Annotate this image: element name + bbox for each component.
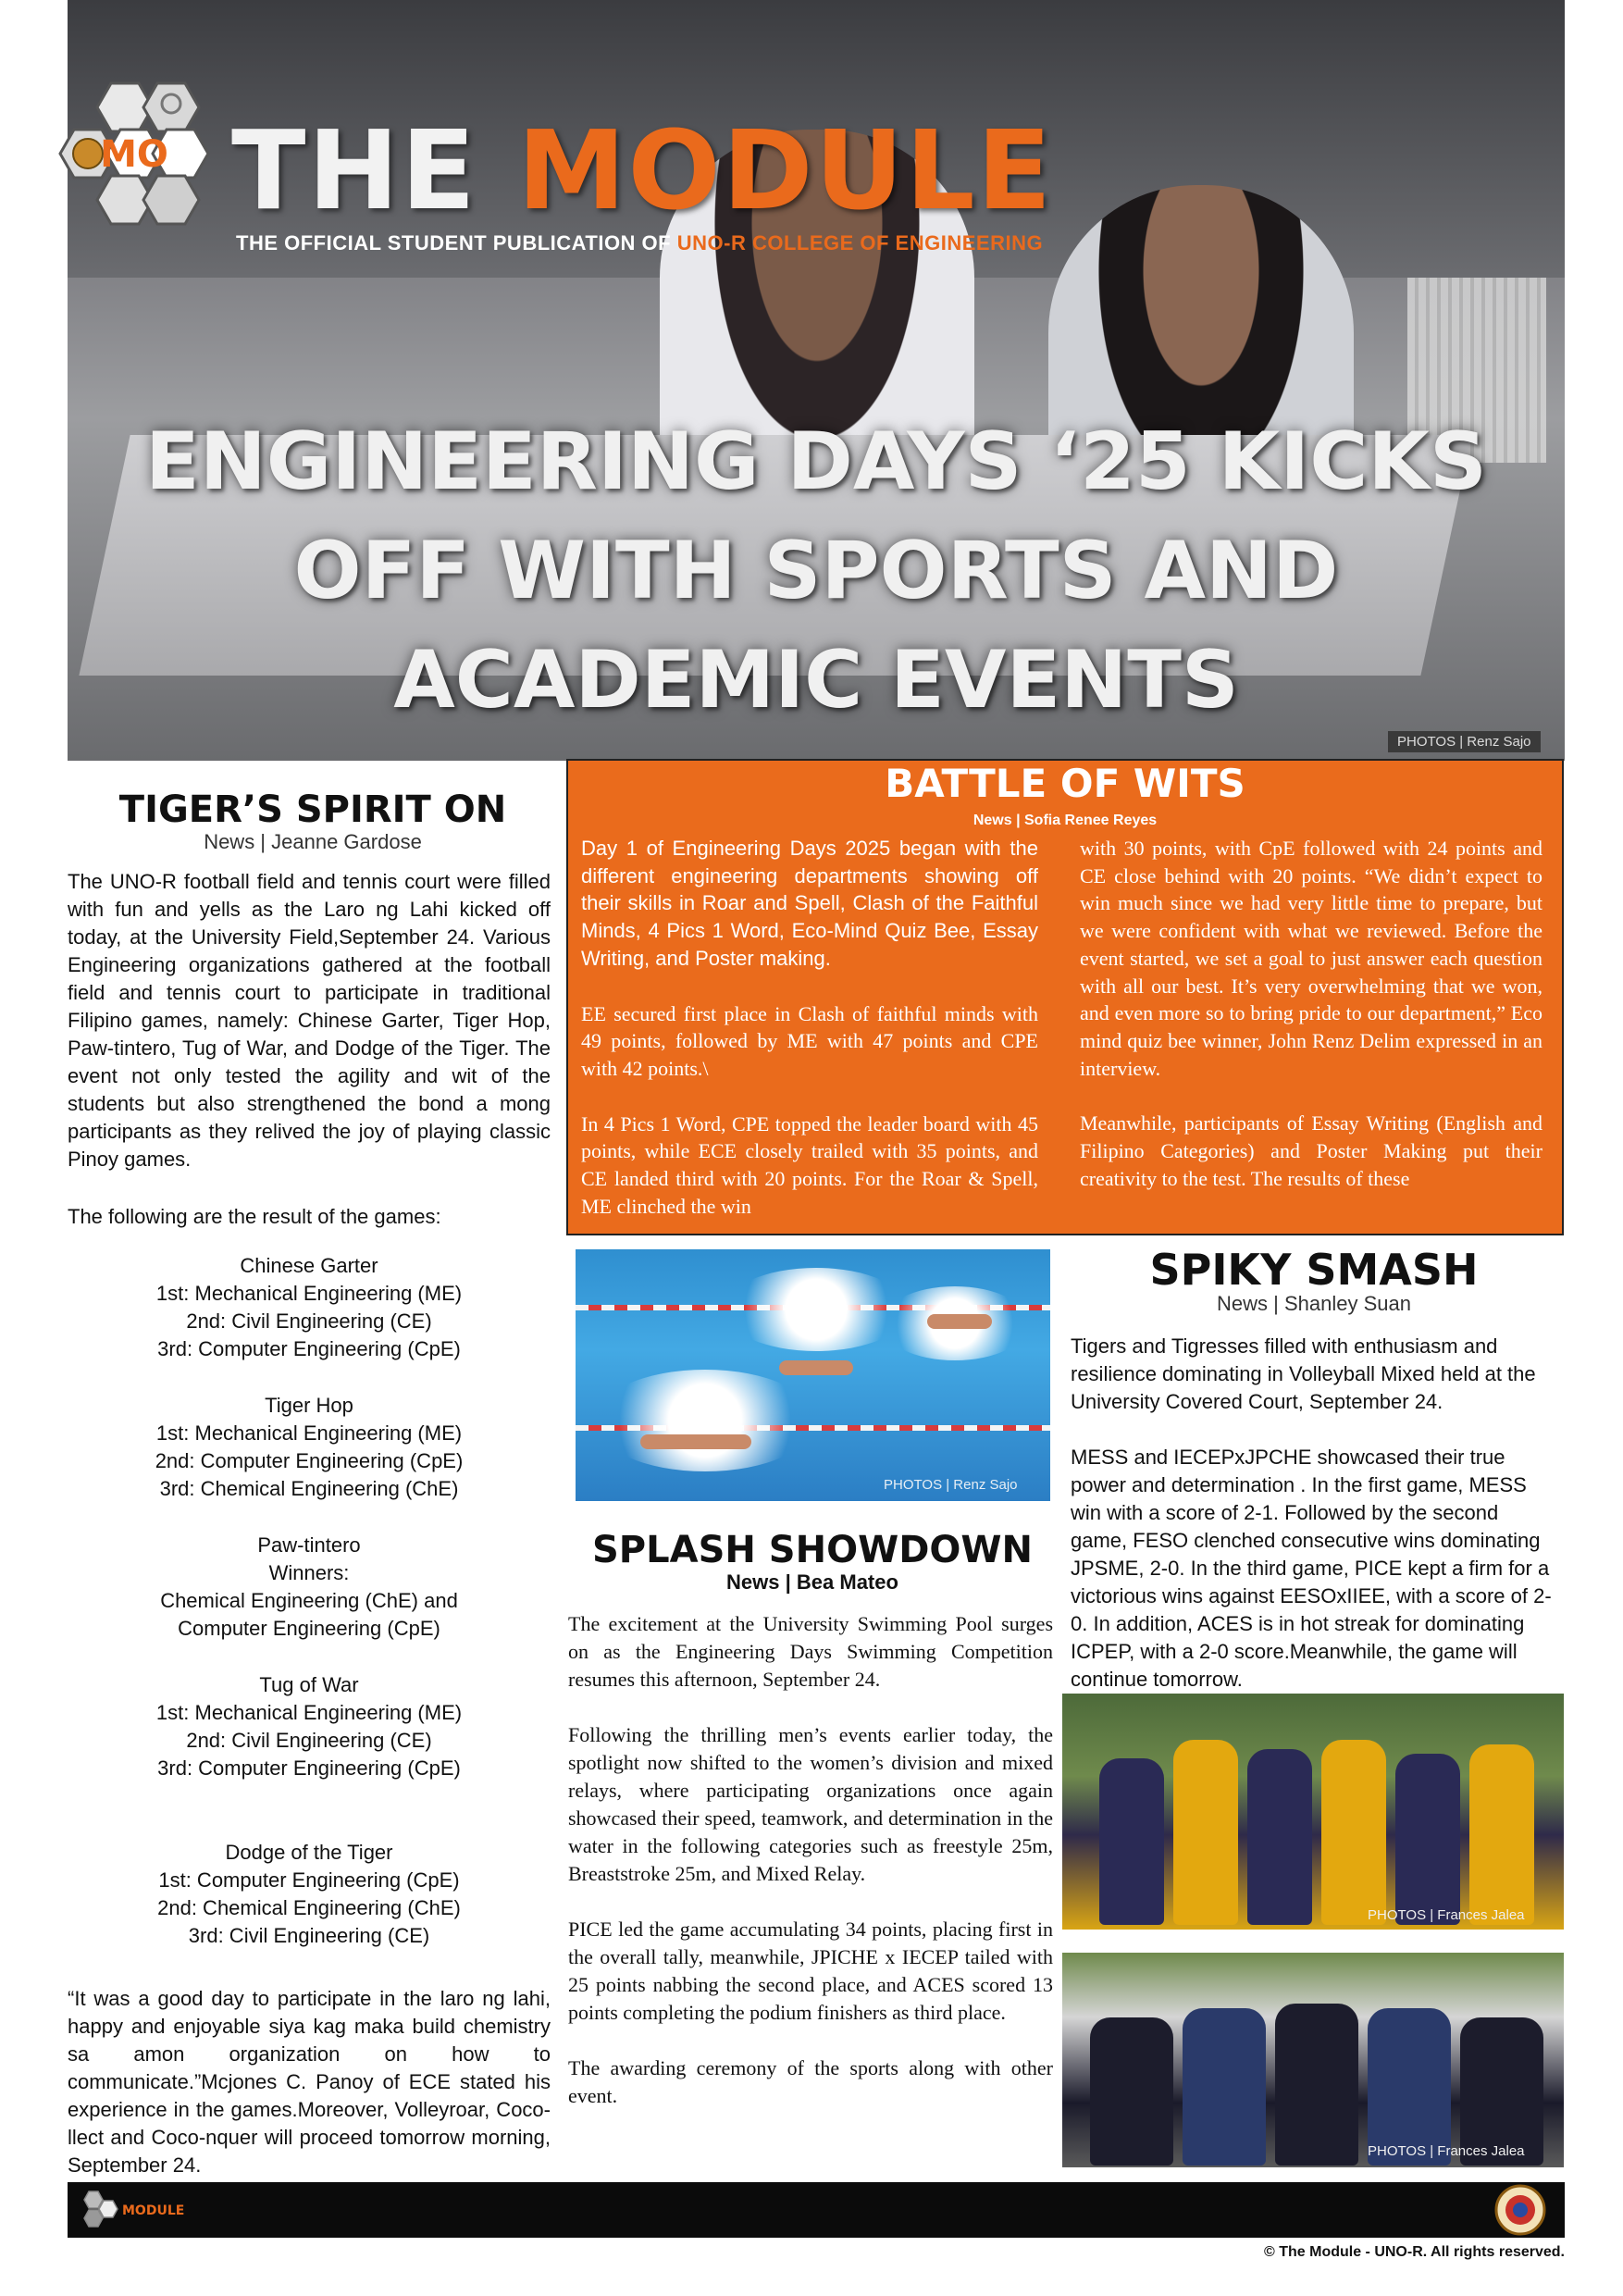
logo-letter-m: MO: [100, 133, 168, 176]
result-block: Tiger Hop 1st: Mechanical Engineering (ME) 2nd: Computer Engineering (CpE) 3rd: Chemical Engineering (ChE): [155, 1394, 464, 1500]
battle-column-2: with 30 points, with CpE followed with 24 points and CE close behind with 20 points. “We didn’t expect to win much since we had very little time to prepare, but we were confident with what we reviewed. Before the event started, we set a goal to just answer each question with all our best. It’s very overwhelming that we won, and even more so to bring pride to our department,” Eco mind quiz bee winner, John Renz Delim expressed in an interview. Meanwhile, participants of Essay Writing (English and Filipino Categories) and Poster Making put their creativity to the test. The results of these: [1080, 837, 1542, 1190]
result-block: Chinese Garter 1st: Mechanical Engineering (ME) 2nd: Civil Engineering (CE) 3rd: Computer Engineering (CpE): [155, 1254, 463, 1360]
team-photo-credit: PHOTOS | Frances Jalea: [1368, 1907, 1525, 1923]
tiger-article-quote: “It was a good day to participate in the laro ng lahi, happy and enjoyable siya kag maka build chemistry sa amon organization on how to communicate.”Mcjones C. Panoy of ECE stated his experience in the games.Moreover, Volleyroar, Coco-llect and Coco-nquer will proceed tomorrow morning, September 24.: [68, 1987, 551, 2177]
main-headline: ENGINEERING DAYS ‘25 KICKS OFF WITH SPORTS AND ACADEMIC EVENTS: [145, 416, 1487, 726]
masthead-title: THE MODULE: [231, 106, 1054, 234]
battle-article-title: BATTLE OF WITS: [885, 761, 1245, 806]
battle-column-1: Day 1 of Engineering Days 2025 began with the different engineering departments showing off their skills in Roar and Spell, Clash of the Faithful Minds, 4 Pics 1 Word, Eco-Mind Quiz Bee, Essay Writing, and Poster making. EE secured first place in Clash of faithful minds with 49 points, followed by ME with 47 points and CPE with 42 points.\ In 4 Pics 1 Word, CPE topped the leader board with 45 points, while ECE closely trailed with 35 points, and CE landed third with 20 points. For the Roar & Spell, ME clinched the win: [581, 837, 1038, 1218]
huddle-photo-credit: PHOTOS | Frances Jalea: [1368, 2143, 1525, 2159]
tiger-article-byline: News | Jeanne Gardose: [204, 830, 422, 853]
copyright-notice: © The Module - UNO-R. All rights reserved.: [1263, 2244, 1565, 2260]
volleyball-huddle-photo: [1062, 1953, 1564, 2167]
spiky-article-byline: News | Shanley Suan: [1217, 1292, 1411, 1315]
result-block: Tug of War 1st: Mechanical Engineering (ME) 2nd: Civil Engineering (CE) 3rd: Computer Engineering (CpE): [155, 1673, 463, 1780]
hero-photo-credit: PHOTOS | Renz Sajo: [1388, 731, 1541, 752]
spiky-article-title: SPIKY SMASH: [1149, 1245, 1479, 1295]
volleyball-team-photo: [1062, 1694, 1564, 1930]
result-block: Paw-tintero Winners: Chemical Engineering (ChE) and Computer Engineering (CpE): [160, 1533, 458, 1640]
university-seal-icon: [1494, 2184, 1546, 2236]
tiger-article-title: TIGER’S SPIRIT ON: [118, 788, 507, 831]
swimming-photo: [576, 1249, 1050, 1501]
swimming-photo-credit: PHOTOS | Renz Sajo: [884, 1477, 1018, 1493]
masthead-subtitle: THE OFFICIAL STUDENT PUBLICATION OF UNO-R COLLEGE OF ENGINEERING: [236, 231, 1044, 254]
footer-module-logo: [78, 2188, 189, 2230]
splash-article-title: SPLASH SHOWDOWN: [592, 1529, 1033, 1571]
splash-article-body: The excitement at the University Swimming Pool surges on as the Engineering Days Swimming Competition resumes this afternoon, September 24. Following the thrilling men’s events earlier today, the spotlight now shifted to the women’s division and mixed relays, where participating organizations once again showcased their speed, teamwork, and determination in the water in the following categories such as freestyle 25m, Breaststroke 25m, and Mixed Relay. PICE led the game accumulating 34 points, placing first in the overall tally, meanwhile, JPICHE x IECEP tailed with 25 points nabbing the second place, and ACES scored 13 points completing the podium finishers as third place. The awarding ceremony of the sports along with other event.: [568, 1612, 1053, 2107]
footer-bar: [68, 2182, 1565, 2238]
tiger-article-body: The UNO-R football field and tennis court were filled with fun and yells as the Laro ng Lahi kicked off today, at the University Field,September 24. Various Engineering organizations gathered at the football field and tennis court to participate in traditional Filipino games, namely: Chinese Garter, Tiger Hop, Paw-tintero, Tug of War, and Dodge of the Tiger. The event not only tested the agility and wit of the students but also strengthened the bond a mong participants as they relived the joy of playing classic Pinoy games.: [68, 870, 551, 1171]
result-block: Dodge of the Tiger 1st: Computer Engineering (CpE) 2nd: Chemical Engineering (ChE) 3rd: Civil Engineering (CE): [157, 1841, 461, 1947]
footer-logo-text: MODULE: [122, 2203, 185, 2218]
spiky-article-body: Tigers and Tigresses filled with enthusiasm and resilience dominating in Volleyball Mixed held at the University Covered Court, September 24. MESS and IECEPxJPCHE showcased their true power and determination . In the first game, MESS win with a score of 2-1. Followed by the second game, FESO clenched consecutive wins dominating JPSME, 2-0. In the third game, PICE kept a firm for a victorious wins against EESOxIIEE, with a score of 2-0. In addition, ACES is in hot streak for dominating ICPEP, with a 2-0 score.Meanwhile, the game will continue tomorrow.: [1071, 1334, 1552, 1691]
battle-article-byline: News | Sofia Renee Reyes: [973, 813, 1158, 828]
splash-article-byline: News | Bea Mateo: [726, 1570, 898, 1594]
tiger-results-intro: The following are the result of the games:: [68, 1205, 441, 1228]
